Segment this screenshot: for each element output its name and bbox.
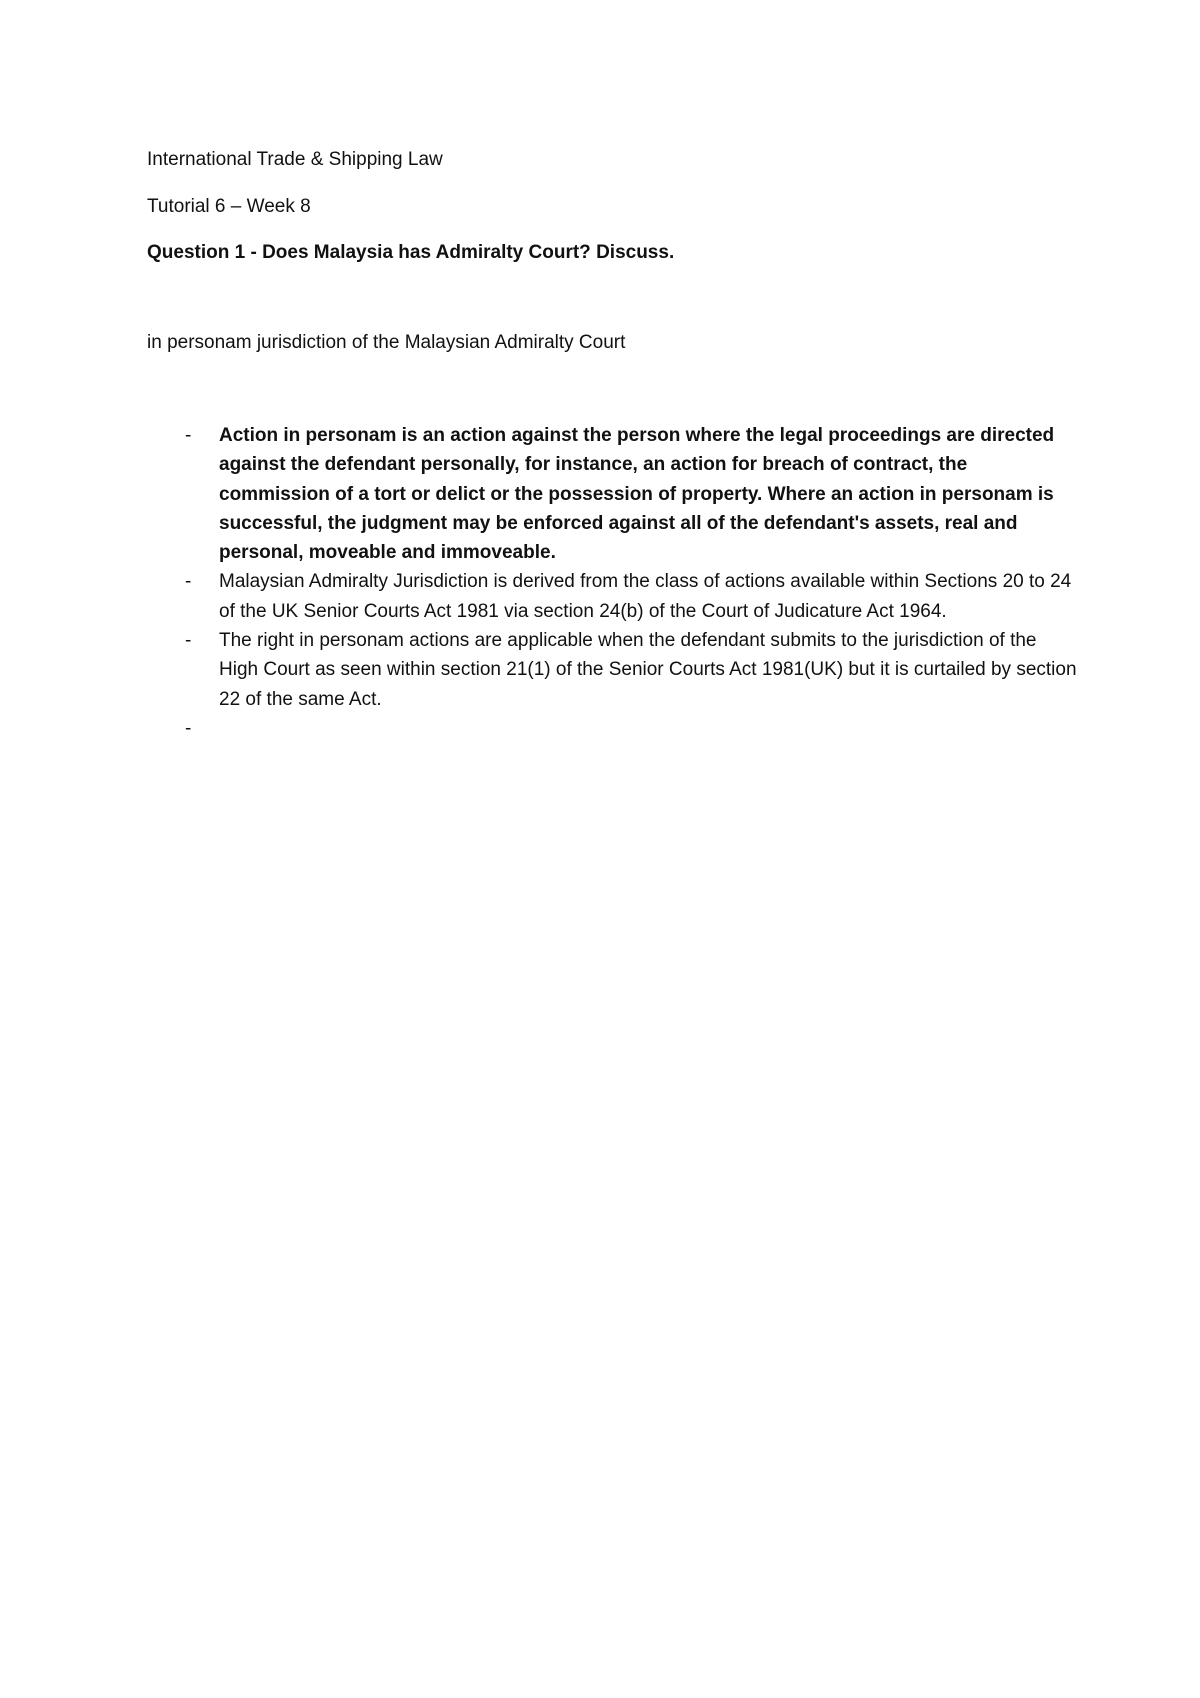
course-title: International Trade & Shipping Law xyxy=(147,149,443,170)
section-heading: in personam jurisdiction of the Malaysian Admiralty Court xyxy=(147,332,626,353)
bullet-text: Action in personam is an action against the person where the legal proceedings are directed against the defendant personally, for instance, an action for breach of contract, the commission of a tort or delict or the possession of property. Where an action in personam is successful, the judgment may be enforced against all of the defendant's assets, real and personal, moveable and immoveable. xyxy=(219,425,1055,564)
list-item xyxy=(147,714,1077,743)
bullet-marker: - xyxy=(185,717,192,739)
bullet-list xyxy=(147,421,1077,743)
list-item xyxy=(147,421,1077,567)
list-item xyxy=(147,567,1077,626)
tutorial-line: Tutorial 6 – Week 8 xyxy=(147,196,311,217)
list-item xyxy=(147,626,1077,714)
bullet-marker: - xyxy=(185,630,192,652)
bullet-marker: - xyxy=(185,571,192,593)
bullet-text: The right in personam actions are applicable when the defendant submits to the jurisdiction of the High Court as seen within section 21(1) of the Senior Courts Act 1981(UK) but it is curtailed by section 22 of the same Act. xyxy=(219,630,1077,710)
bullet-marker: - xyxy=(185,425,192,446)
bullet-text: Malaysian Admiralty Jurisdiction is derived from the class of actions available within Sections 20 to 24 of the UK Senior Courts Act 1981 via section 24(b) of the Court of Judicature Act 1964. xyxy=(219,571,1072,622)
question-line: Question 1 - Does Malaysia has Admiralty Court? Discuss. xyxy=(147,242,675,263)
